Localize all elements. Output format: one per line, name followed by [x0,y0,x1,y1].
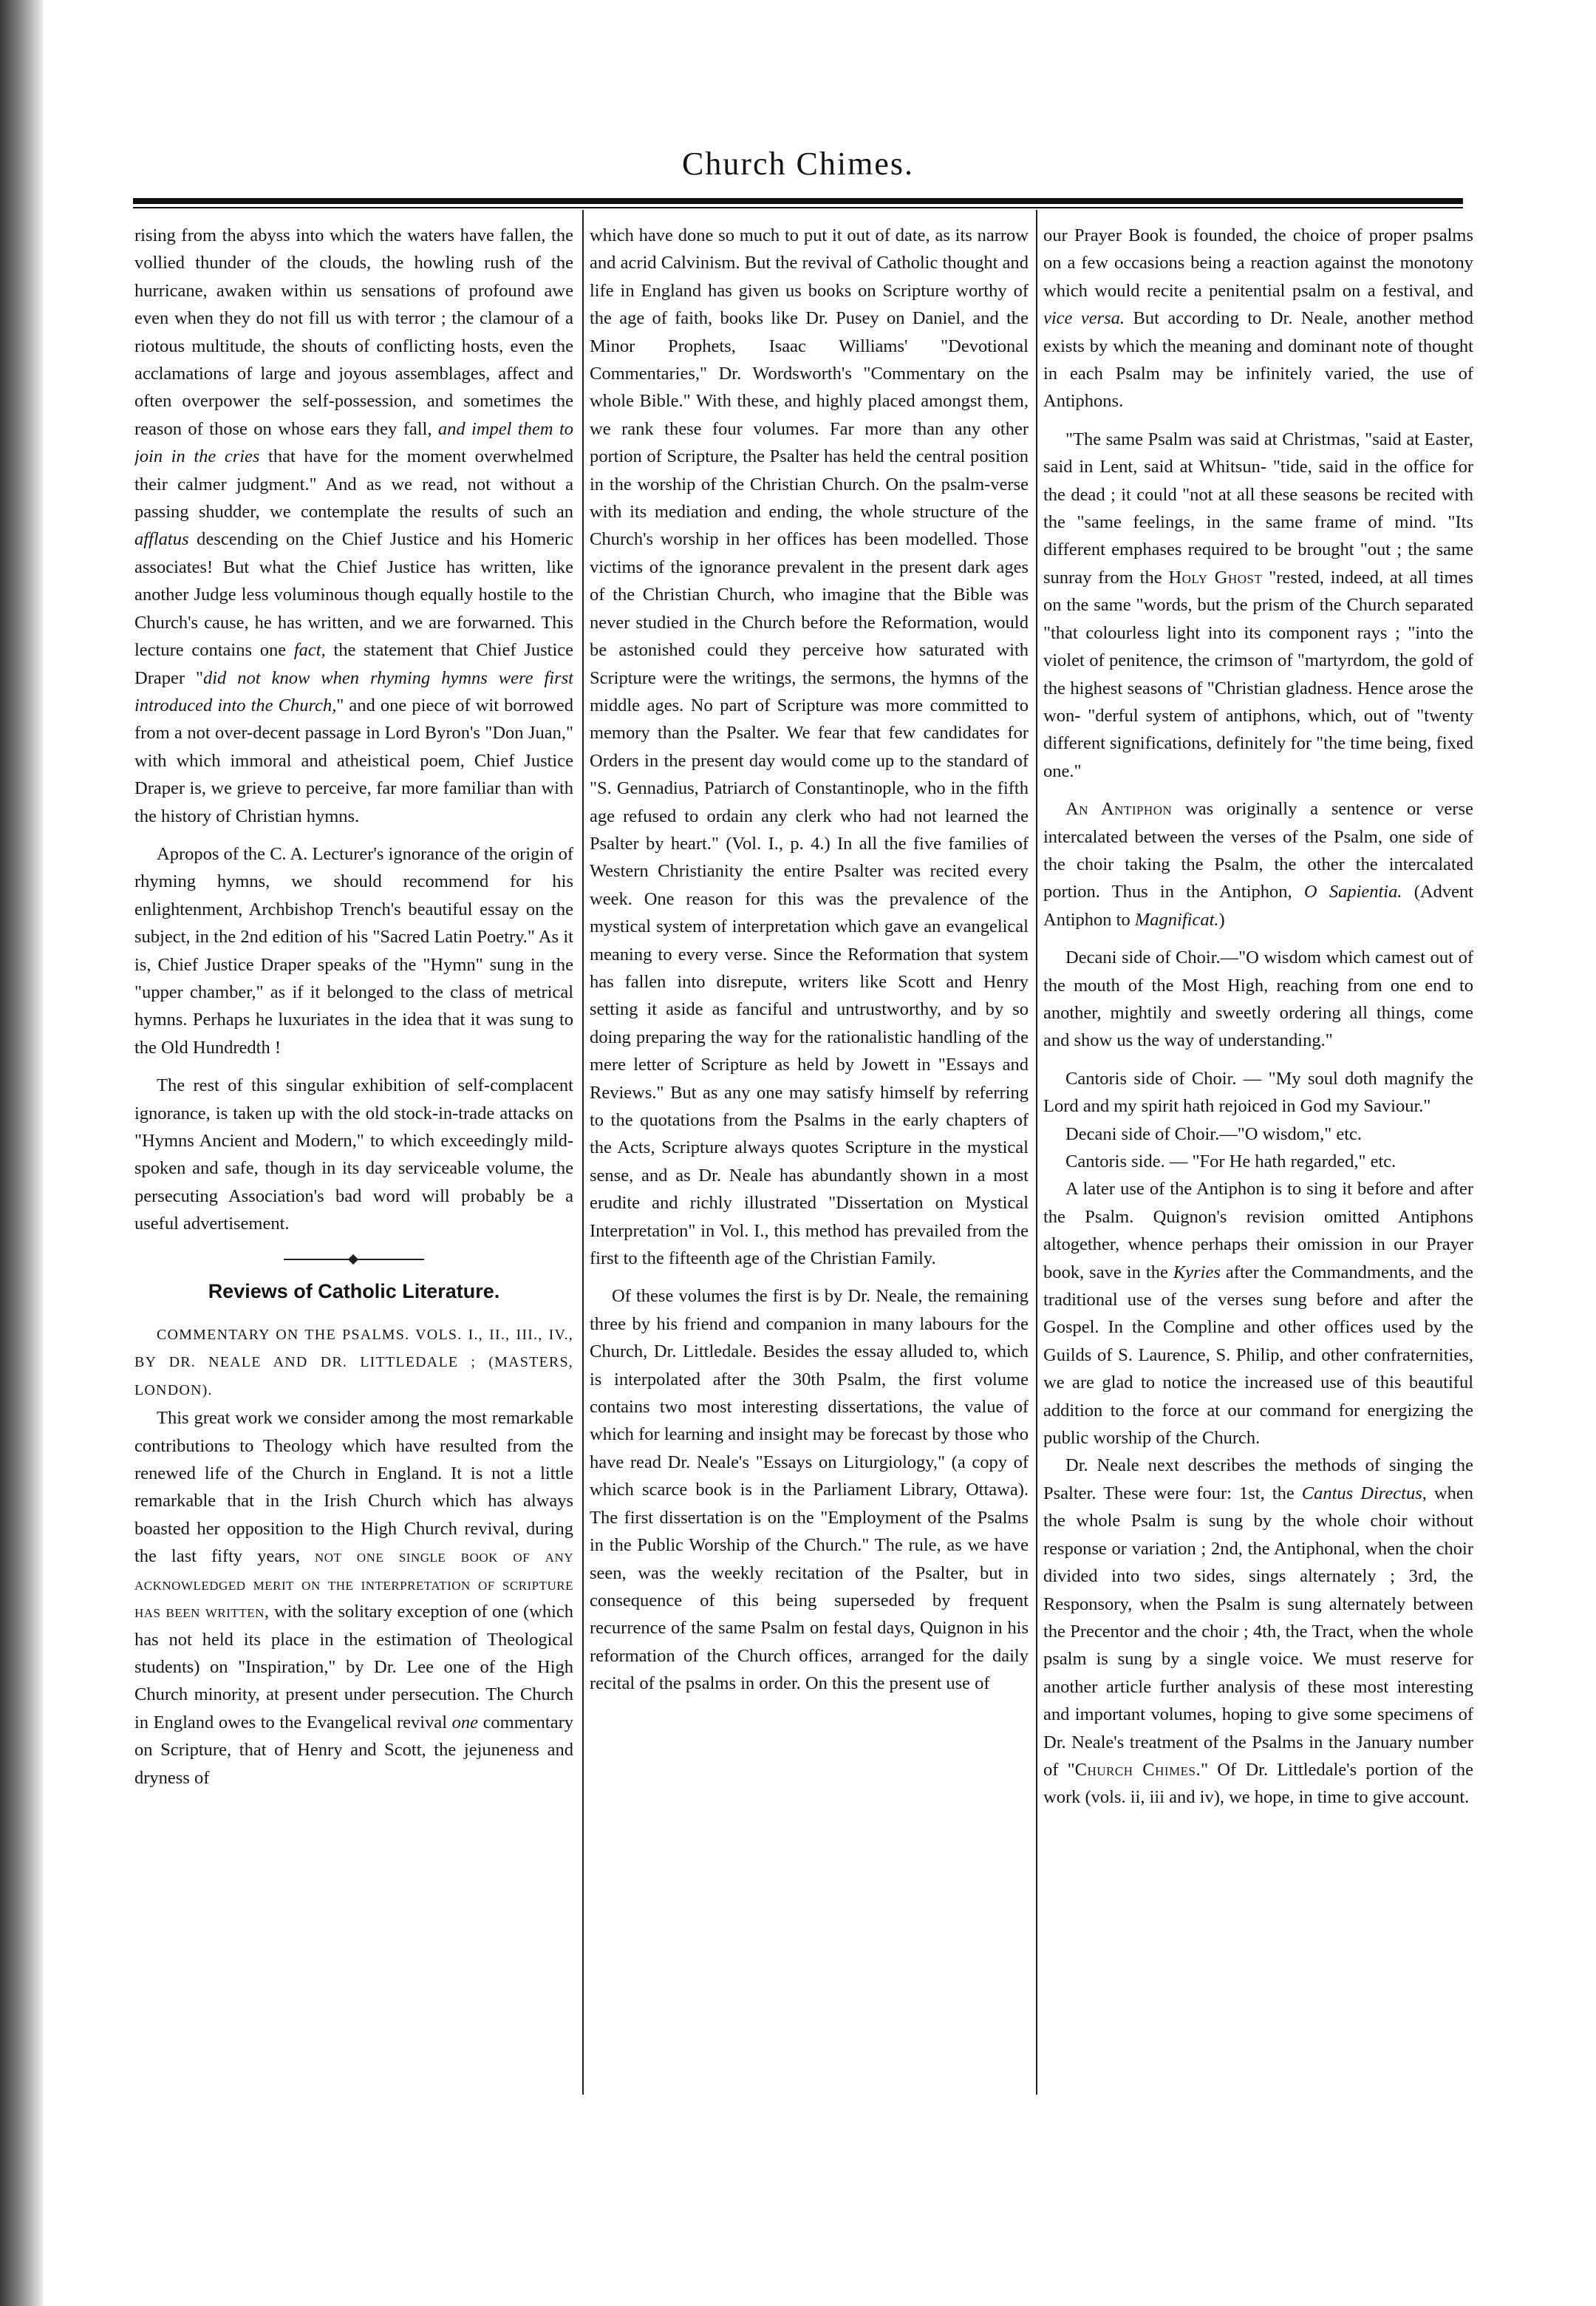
col3-quotation: "The same Psalm was said at Christmas, "said at Easter, said in Lent, said at Whitsun- "tide, said in the office for the dead ; it could "not at all these seasons be recited with the "same feelings, in the same frame of mind. "Its different emphases required to be brought "out ; the same sunray from the Holy Ghost "rested, indeed, at all times on the same "words, but the prism of the Church separated "that colourless light into its component rays ; "into the violet of penitence, the crimson of "martyrdom, the gold of the highest seasons of "Christian gladness. Hence arose the won- "derful system of antiphons, which, out of "twenty different significations, definitely for "the time being, fixed one." [1043,429,1473,781]
masthead-title: Church Chimes. [682,146,914,182]
col3-cantoris-1: Cantoris side of Choir. — "My soul doth magnify the Lord and my spirit hath rejoiced in God my Saviour." [1043,1068,1473,1117]
col1-paragraph-4: This great work we consider among the most remarkable contributions to Theology which have resulted from the renewed life of the Church in England. It is not a little remarkable that in the Irish Church which has always boasted her opposition to the High Church revival, during the last fifty years, not one single book of any acknowledged merit on the interpretation of scripture has been written, with the solitary exception of one (which has not held its place in the estimation of Theological students) on "Inspiration," by Dr. Lee one of the High Church minority, at present under persecution. The Church in England owes to the Evangelical revival one commentary on Scripture, that of Henry and Scott, the jejuneness and dryness of [134,1408,573,1788]
column-1 [134,222,573,2099]
col3-antiphon-paragraph: An Antiphon was originally a sentence or verse intercalated between the verses of the Psalm, one side of the choir taking the Psalm, the other the intercalated portion. Thus in the Antiphon, O Sapientia. (Advent Antiphon to Magnificat.) [1043,799,1473,930]
col1-paragraph-2: Apropos of the C. A. Lecturer's ignorance of the origin of rhyming hymns, we should recommend for his enlightenment, Archbishop Trench's beautiful essay on the subject, in the 2nd edition of his "Sacred Latin Poetry." As it is, Chief Justice Draper speaks of the "Hymn" sung in the "upper chamber," as if it belonged to the class of metrical hymns. Perhaps he luxuriates in the idea that it was sung to the Old Hundredth ! [134,843,573,1058]
column-divider-1 [582,210,584,2095]
col3-cantoris-2: Cantoris side. — "For He hath regarded," etc. [1065,1152,1396,1171]
col2-paragraph-1: which have done so much to put it out of date, as its narrow and acrid Calvinism. But the revival of Catholic thought and life in England has given us books on Scripture worthy of the age of faith, books like Dr. Pusey on Daniel, and the Minor Prophets, Isaac Williams' "Devotional Commentaries," Dr. Wordsworth's "Commentary on the whole Bible." With these, and highly placed amongst them, we rank these four volumes. Far more than any other portion of Scripture, the Psalter has held the central position in the worship of the Christian Church. On the psalm-verse with its mediation and ending, the whole structure of the Church's worship in her offices has been modelled. Those victims of the ignorance prevalent in the present dark ages of the Christian Church, who imagine that the Bible was never studied in the Church before the Reformation, would be astonished could they perceive how saturated with Scripture were the writings, the sermons, the hymns of the middle ages. No part of Scripture was more committed to memory than the Psalter. We fear that few candidates for Orders in the present day would come up to the standard of "S. Gennadius, Patriarch of Constantinople, who in the fifth age refused to ordain any clerk who had not learned the Psalter by heart." (Vol. I., p. 4.) In all the five families of Western Christianity the entire Psalter was recited every week. One reason for this was the prevalence of the mystical system of interpretation which gave an evangelical meaning to every verse. Since the Reformation that system has fallen into disrepute, writers like Scott and Henry setting it aside as fanciful and untrustworthy, and by so doing preparing the way for the rationalistic handling of the mere letter of Scripture as held by Jowett in "Essays and Reviews." But as any one may satisfy himself by referring to the quotations from the Psalms in the early chapters of the Acts, Scripture always quotes Scripture in the mystical sense, and as Dr. Neale has abundantly shown in a most erudite and richly illustrated "Dissertation on Mystical Interpretation" in Vol. I., this method has prevailed from the first to the fifteenth age of the Christian Family. [590,225,1029,1269]
column-divider-2 [1036,210,1037,2095]
section-ornament [284,1254,424,1265]
col3-decani-1: Decani side of Choir.—"O wisdom which camest out of the mouth of the Most High, reaching from one end to another, mightily and sweetly ordering all things, come and show us the way of understanding." [1043,948,1473,1051]
column-2 [590,222,1029,2099]
col3-paragraph-2: A later use of the Antiphon is to sing it before and after the Psalm. Quignon's revision omitted Antiphons altogether, whence perhaps their omission in our Prayer book, save in the Kyries after the Commandments, and the traditional use of the verses sung before and after the Gospel. In the Compline and other offices used by the Guilds of S. Laurence, S. Philip, and other confraternities, we are glad to notice the increased use of this beautiful addition to the force at our command for energizing the public worship of the Church. [1043,1179,1473,1449]
col3-paragraph-1: our Prayer Book is founded, the choice of proper psalms on a few occasions being a reaction against the monotony which would recite a penitential psalm on a festival, and vice versa. But according to Dr. Neale, another method exists by which the meaning and dominant note of thought in each Psalm may be infinitely varied, the use of Antiphons. [1043,225,1473,412]
col2-paragraph-2: Of these volumes the first is by Dr. Neale, the remaining three by his friend and companion in many labours for the Church, Dr. Littledale. Besides the essay alluded to, which is interpolated after the 30th Psalm, the first volume contains two most interesting dissertations, the value of which for learning and insight may be forecast by those who have read Dr. Neale's "Essays on Liturgiology," (a copy of which scarce book is in the Parliament Library, Ottawa). The first dissertation is on the "Employment of the Psalms in the Public Worship of the Church." The rule, as we have seen, was the weekly recitation of the Psalter, but in consequence of this being superseded by frequent recurrence of the same Psalm on festal days, Quignon in his reformation of the Church offices, arranged for the daily recital of the psalms in order. On this the present use of [590,1286,1029,1694]
section-heading: Reviews of Catholic Literature. [208,1279,500,1302]
page-binding-shadow [0,0,43,2306]
col3-decani-2: Decani side of Choir.—"O wisdom," etc. [1065,1123,1363,1144]
col1-paragraph-1: rising from the abyss into which the waters have fallen, the vollied thunder of the clouds, the howling rush of the hurricane, awaken within us sensations of profound awe even when they do not fill us with terror ; the clamour of a riotous multitude, the shouts of conflicting hosts, even the acclamations of large and joyous assemblages, affect and often overpower the self-possession, and sometimes the reason of those on whose ears they fall, and impel them to join in the cries that have for the moment overwhelmed their calmer judgment." And as we read, not without a passing shudder, we contemplate the results of such an afflatus descending on the Chief Justice and his Homeric associates! But what the Chief Justice has written, like another Judge less voluminous though equally hostile to the Church's cause, he has written, and we are forwarned. This lecture contains one fact, the statement that Chief Justice Draper "did not know when rhyming hymns were first introduced into the Church," and one piece of wit borrowed from a not over-decent passage in Lord Byron's "Don Juan," with which immoral and atheistical poem, Chief Justice Draper is, we grieve to perceive, far more familiar than with the history of Christian hymns. [134,225,573,826]
col3-paragraph-3: Dr. Neale next describes the methods of singing the Psalter. These were four: 1st, the Cantus Directus, when the whole Psalm is sung by the whole choir without response or variation ; 2nd, the Antiphonal, when the choir divided into two sides, sings alternately ; 3rd, the Responsory, when the Psalm is sung alternately between the Precentor and the choir ; 4th, the Tract, when the whole psalm is sung by a single voice. We must reserve for another article further analysis of these most interesting and important volumes, hoping to give some specimens of Dr. Neale's treatment of the Psalms in the January number of "Church Chimes." Of Dr. Littledale's portion of the work (vols. ii, iii and iv), we hope, in time to give account. [1043,1455,1473,1808]
masthead-rule-thin [133,207,1463,208]
col1-paragraph-3: The rest of this singular exhibition of self-complacent ignorance, is taken up with the old stock-in-trade attacks on "Hymns Ancient and Modern," to which exceedingly mild-spoken and safe, though in its day serviceable volume, the persecuting Association's bad word will probably be a useful advertisement. [134,1075,573,1234]
review-book-title: COMMENTARY ON THE PSALMS. VOLS. I., II., III., IV., BY DR. NEALE AND DR. LITTLEDALE ; (MASTERS, LONDON). [134,1327,573,1398]
masthead-rule-thick [133,198,1463,204]
column-3 [1043,222,1473,2099]
